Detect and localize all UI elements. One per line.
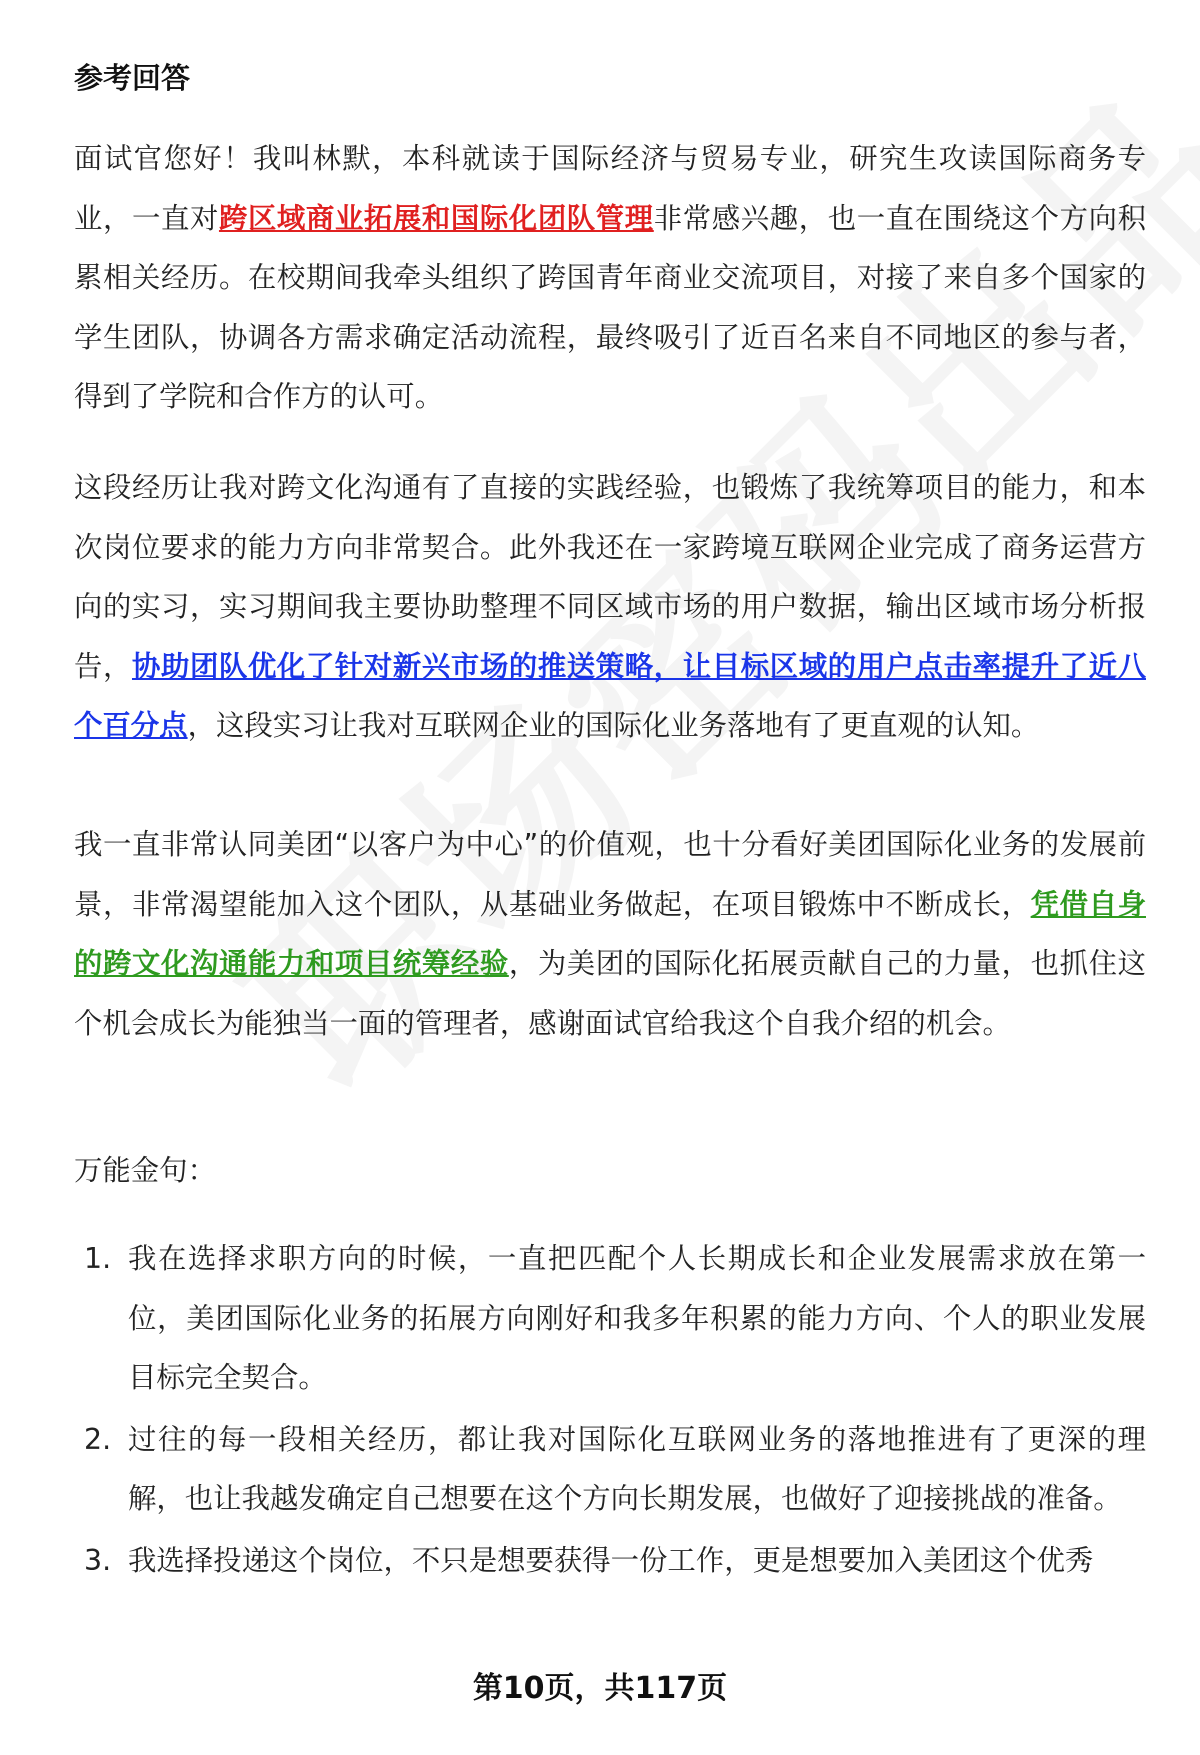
section-heading: 参考回答 xyxy=(74,61,191,95)
list-item xyxy=(74,1410,1146,1529)
list-item xyxy=(74,1229,1146,1408)
paragraph-text: 非常感兴趣，也一直在围绕这个方向积累相关经历。在校期间我牵头组织了跨国青年商业交流项目，对接了来自多个国家的学生团队，协调各方需求确定活动流程，最终吸引了近百名来自不同地区的参与者，得到了学院和合作方的认可。 xyxy=(74,201,1146,414)
paragraph-motivation xyxy=(74,815,1146,1053)
page-footer xyxy=(0,1663,1200,1707)
golden-sentences-label: 万能金句： xyxy=(74,1154,216,1187)
paragraph-intro xyxy=(74,129,1146,427)
paragraph-text: 这段经历让我对跨文化沟通有了直接的实践经验，也锻炼了我统筹项目的能力，和本次岗位要求的能力方向非常契合。此外我还在一家跨境互联网企业完成了商务运营方向的实习，实习期间我主要协助整理不同区域市场的用户数据，输出区域市场分析报告， xyxy=(74,471,1146,683)
list-item-text: 我在选择求职方向的时候，一直把匹配个人长期成长和企业发展需求放在第一位，美团国际化业务的拓展方向刚好和我多年积累的能力方向、个人的职业发展目标完全契合。 xyxy=(128,1242,1146,1395)
highlight-red: 跨区域商业拓展和国际化团队管理 xyxy=(218,201,654,235)
paragraph-text: ，为美团的国际化拓展贡献自己的力量，也抓住这个机会成长为能独当一面的管理者，感谢面试官给我这个自我介绍的机会。 xyxy=(74,947,1146,1040)
list-number: 3. xyxy=(84,1543,112,1577)
list-item-text: 过往的每一段相关经历，都让我对国际化互联网业务的落地推进有了更深的理解，也让我越发确定自己想要在这个方向长期发展，也做好了迎接挑战的准备。 xyxy=(128,1422,1146,1516)
highlight-blue: 协助团队优化了针对新兴市场的推送策略，让目标区域的用户点击率提升了近八个百分点 xyxy=(74,649,1146,743)
highlight-green: 凭借自身的跨文化沟通能力和项目统筹经验 xyxy=(74,887,1146,981)
paragraph-text: 我一直非常认同美团“以客户为中心”的价值观，也十分看好美团国际化业务的发展前景，非常渴望能加入这个团队，从基础业务做起，在项目锻炼中不断成长， xyxy=(74,828,1146,921)
paragraph-text: ，这段实习让我对互联网企业的国际化业务落地有了更直观的认知。 xyxy=(187,709,1040,743)
paragraph-internship xyxy=(74,458,1146,756)
page-number: 第10页，共117页 xyxy=(472,1671,728,1706)
paragraph-text: 面试官您好！我叫林默，本科就读于国际经济与贸易专业，研究生攻读国际商务专业，一直对 xyxy=(74,142,1146,235)
list-number: 2. xyxy=(84,1422,112,1456)
list-item-text: 我选择投递这个岗位，不只是想要获得一份工作，更是想要加入美团这个优秀 xyxy=(128,1543,1094,1577)
list-number: 1. xyxy=(84,1242,112,1275)
golden-sentences-list xyxy=(74,1229,1146,1593)
list-item xyxy=(74,1531,1146,1591)
